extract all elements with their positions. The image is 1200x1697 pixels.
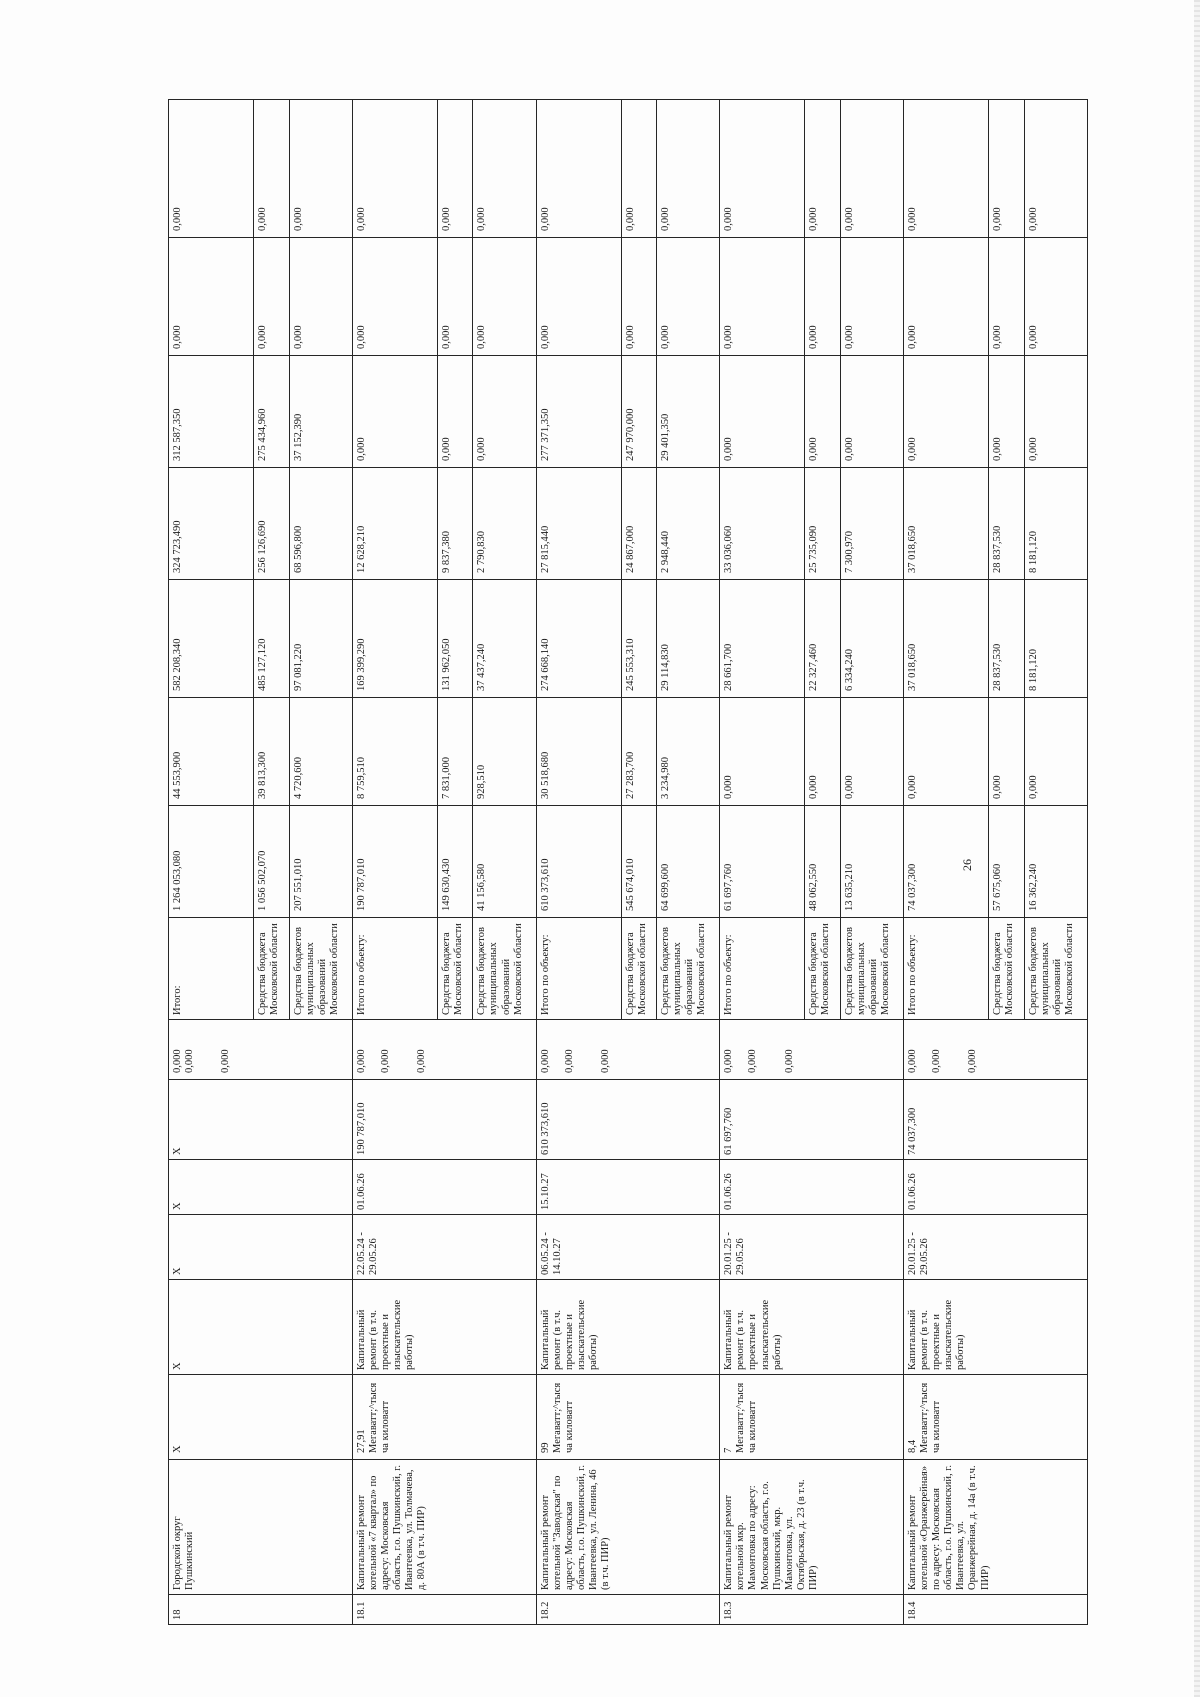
- funding-source: Средства бюджетов муниципальных образований Московской области: [840, 918, 903, 1020]
- funding-year-2: 582 208,340: [169, 580, 254, 698]
- commissioning-date: 01.06.26: [352, 1160, 536, 1215]
- funding-year-5: 0,000: [169, 238, 254, 356]
- commissioning-date: 01.06.26: [720, 1160, 904, 1215]
- row-number: 18.2: [536, 1595, 720, 1625]
- capacity: X: [169, 1375, 353, 1460]
- funding-year-6: 0,000: [989, 100, 1025, 238]
- funding-year-4: 275 434,960: [254, 356, 290, 468]
- funding-year-2: 28 661,700: [720, 580, 805, 698]
- row-number: 18: [169, 1595, 353, 1625]
- funding-year-4: 312 587,350: [169, 356, 254, 468]
- work-dates: 22.05.24 - 29.05.26: [352, 1215, 536, 1280]
- funding-total: 74 037,300: [904, 806, 989, 918]
- funding-year-5: 0,000: [1024, 238, 1087, 356]
- commissioning-date: 01.06.26: [904, 1160, 1088, 1215]
- funding-year-1: 4 720,600: [289, 698, 352, 806]
- funding-year-1: 8 759,510: [352, 698, 437, 806]
- funding-year-2: 29 114,830: [657, 580, 720, 698]
- funding-total: 61 697,760: [720, 806, 805, 918]
- funding-total: 16 362,240: [1024, 806, 1087, 918]
- works-type: Капитальный ремонт (в т.ч. проектные и изыскательские работы): [536, 1280, 720, 1375]
- paid-amount: 0,000 0,000 0,000: [536, 1020, 720, 1080]
- funding-year-1: 928,510: [473, 698, 536, 806]
- funding-year-5: 0,000: [437, 238, 473, 356]
- funding-year-6: 0,000: [169, 100, 254, 238]
- funding-year-3: 68 596,800: [289, 468, 352, 580]
- funding-year-4: 0,000: [1024, 356, 1087, 468]
- funding-year-2: 97 081,220: [289, 580, 352, 698]
- object-cost: 61 697,760: [720, 1080, 904, 1160]
- funding-year-3: 37 018,650: [904, 468, 989, 580]
- funding-total: 1 264 053,080: [169, 806, 254, 918]
- funding-year-3: 324 723,490: [169, 468, 254, 580]
- funding-year-2: 131 962,050: [437, 580, 473, 698]
- funding-year-3: 2 790,830: [473, 468, 536, 580]
- funding-year-2: 37 437,240: [473, 580, 536, 698]
- object-row: [352, 100, 437, 1625]
- funding-year-6: 0,000: [904, 100, 989, 238]
- funding-year-3: 8 181,120: [1024, 468, 1087, 580]
- funding-year-5: 0,000: [720, 238, 805, 356]
- paid-amount: 0,000 0,000 0,000: [169, 1020, 353, 1080]
- paid-amount: 0,000 0,000 0,000: [904, 1020, 1088, 1080]
- funding-total: 610 373,610: [536, 806, 621, 918]
- row-number: 18.1: [352, 1595, 536, 1625]
- funding-year-6: 0,000: [254, 100, 290, 238]
- funding-year-1: 3 234,980: [657, 698, 720, 806]
- funding-year-2: 274 668,140: [536, 580, 621, 698]
- funding-year-2: 8 181,120: [1024, 580, 1087, 698]
- funding-year-4: 0,000: [805, 356, 841, 468]
- works-type: X: [169, 1280, 353, 1375]
- funding-year-3: 12 628,210: [352, 468, 437, 580]
- object-row: [536, 100, 621, 1625]
- funding-year-4: 0,000: [437, 356, 473, 468]
- funding-year-1: 0,000: [904, 698, 989, 806]
- funding-year-6: 0,000: [352, 100, 437, 238]
- funding-year-5: 0,000: [352, 238, 437, 356]
- funding-year-2: 6 334,240: [840, 580, 903, 698]
- commissioning-date: X: [169, 1160, 353, 1215]
- funding-year-6: 0,000: [536, 100, 621, 238]
- funding-year-5: 0,000: [254, 238, 290, 356]
- funding-year-5: 0,000: [989, 238, 1025, 356]
- object-name: Городской округ Пушкинский: [169, 1460, 353, 1595]
- funding-year-6: 0,000: [437, 100, 473, 238]
- funding-total: 149 630,430: [437, 806, 473, 918]
- funding-source: Средства бюджетов муниципальных образований Московской области: [289, 918, 352, 1020]
- works-type: Капитальный ремонт (в т.ч. проектные и изыскательские работы): [904, 1280, 1088, 1375]
- funding-source: Средства бюджета Московской области: [437, 918, 473, 1020]
- funding-year-1: 0,000: [720, 698, 805, 806]
- page-number: 26: [960, 859, 974, 871]
- paid-amount: 0,000 0,000 0,000: [352, 1020, 536, 1080]
- funding-source: Средства бюджетов муниципальных образований Московской области: [473, 918, 536, 1020]
- funding-source: Средства бюджетов муниципальных образований Московской области: [657, 918, 720, 1020]
- funding-source: Средства бюджета Московской области: [621, 918, 657, 1020]
- funding-year-4: 29 401,350: [657, 356, 720, 468]
- work-dates: 06.05.24 - 14.10.27: [536, 1215, 720, 1280]
- row-number: 18.4: [904, 1595, 1088, 1625]
- funding-year-6: 0,000: [840, 100, 903, 238]
- capacity: 99 Мегаватт;^тысяча киловатт: [536, 1375, 720, 1460]
- work-dates: X: [169, 1215, 353, 1280]
- funding-total: 57 675,060: [989, 806, 1025, 918]
- work-dates: 20.01.25 - 29.05.26: [904, 1215, 1088, 1280]
- scan-edge: [1194, 0, 1200, 1697]
- funding-total: 48 062,550: [805, 806, 841, 918]
- paid-amount: 0,000 0,000 0,000: [720, 1020, 904, 1080]
- object-name: Капитальный ремонт котельной "Заводская" по адресу: Московская область, г.о. Пушкинский, г. Ивантеевка, ул. Ленина, 46 (в т.ч. ПИР): [536, 1460, 720, 1595]
- funding-year-1: 27 283,700: [621, 698, 657, 806]
- funding-source: Средства бюджета Московской области: [254, 918, 290, 1020]
- funding-year-5: 0,000: [536, 238, 621, 356]
- funding-source: Итого:: [169, 918, 254, 1020]
- funding-year-6: 0,000: [621, 100, 657, 238]
- table-body: [169, 100, 1088, 1625]
- funding-year-4: 0,000: [904, 356, 989, 468]
- funding-year-4: 0,000: [989, 356, 1025, 468]
- works-type: Капитальный ремонт (в т.ч. проектные и изыскательские работы): [720, 1280, 904, 1375]
- funding-year-5: 0,000: [289, 238, 352, 356]
- row-number: 18.3: [720, 1595, 904, 1625]
- object-cost: 190 787,010: [352, 1080, 536, 1160]
- funding-year-6: 0,000: [1024, 100, 1087, 238]
- funding-year-1: 0,000: [989, 698, 1025, 806]
- funding-total: 190 787,010: [352, 806, 437, 918]
- funding-year-4: 277 371,350: [536, 356, 621, 468]
- funding-year-3: 27 815,440: [536, 468, 621, 580]
- funding-year-4: 37 152,390: [289, 356, 352, 468]
- funding-year-3: 33 036,060: [720, 468, 805, 580]
- funding-year-2: 245 553,310: [621, 580, 657, 698]
- funding-year-5: 0,000: [621, 238, 657, 356]
- works-type: Капитальный ремонт (в т.ч. проектные и изыскательские работы): [352, 1280, 536, 1375]
- group-row: [169, 100, 254, 1625]
- funding-year-6: 0,000: [473, 100, 536, 238]
- funding-year-3: 256 126,690: [254, 468, 290, 580]
- object-name: Капитальный ремонт котельной мкр. Мамонтовка по адресу: Московская область, г.о. Пушкинский, мкр. Мамонтовка, ул. Октябрьская, д. 23 (в т.ч. ПИР): [720, 1460, 904, 1595]
- capacity: 27,91 Мегаватт;^тысяча киловатт: [352, 1375, 536, 1460]
- funding-year-1: 7 831,000: [437, 698, 473, 806]
- funding-total: 1 056 502,070: [254, 806, 290, 918]
- funding-year-5: 0,000: [657, 238, 720, 356]
- funding-source: Средства бюджета Московской области: [989, 918, 1025, 1020]
- funding-year-3: 28 837,530: [989, 468, 1025, 580]
- funding-year-1: 39 813,300: [254, 698, 290, 806]
- funding-total: 545 674,010: [621, 806, 657, 918]
- funding-year-1: 0,000: [840, 698, 903, 806]
- funding-year-3: 24 867,000: [621, 468, 657, 580]
- funding-year-2: 28 837,530: [989, 580, 1025, 698]
- commissioning-date: 15.10.27: [536, 1160, 720, 1215]
- funding-year-5: 0,000: [805, 238, 841, 356]
- object-cost: X: [169, 1080, 353, 1160]
- funding-year-1: 0,000: [1024, 698, 1087, 806]
- funding-year-2: 485 127,120: [254, 580, 290, 698]
- funding-total: 207 551,010: [289, 806, 352, 918]
- funding-year-1: 0,000: [805, 698, 841, 806]
- funding-source: Итого по объекту:: [904, 918, 989, 1020]
- object-name: Капитальный ремонт котельной «7 квартал» по адресу: Московская область, г.о. Пушкинский, г. Ивантеевка, ул. Толмачева, д. 80А (в т.ч. ПИР): [352, 1460, 536, 1595]
- funding-year-3: 9 837,380: [437, 468, 473, 580]
- funding-year-4: 247 970,000: [621, 356, 657, 468]
- funding-source: Итого по объекту:: [536, 918, 621, 1020]
- funding-total: 41 156,580: [473, 806, 536, 918]
- funding-year-5: 0,000: [840, 238, 903, 356]
- funding-year-2: 37 018,650: [904, 580, 989, 698]
- object-cost: 74 037,300: [904, 1080, 1088, 1160]
- funding-source: Средства бюджетов муниципальных образований Московской области: [1024, 918, 1087, 1020]
- funding-year-5: 0,000: [473, 238, 536, 356]
- funding-year-4: 0,000: [352, 356, 437, 468]
- funding-year-5: 0,000: [904, 238, 989, 356]
- funding-year-2: 169 399,290: [352, 580, 437, 698]
- funding-year-6: 0,000: [289, 100, 352, 238]
- object-name: Капитальный ремонт котельной «Оранжерейная» по адресу: Московская область, г.о. Пушкинский, г. Ивантеевка, ул. Оранжерейная, д. 14а (в т.ч. ПИР): [904, 1460, 1088, 1595]
- table-rotated-wrapper: [168, 100, 1088, 1625]
- object-cost: 610 373,610: [536, 1080, 720, 1160]
- funding-year-4: 0,000: [720, 356, 805, 468]
- funding-year-3: 7 300,970: [840, 468, 903, 580]
- funding-year-1: 30 518,680: [536, 698, 621, 806]
- funding-source: Итого по объекту:: [720, 918, 805, 1020]
- funding-year-3: 25 735,090: [805, 468, 841, 580]
- work-dates: 20.01.25 - 29.05.26: [720, 1215, 904, 1280]
- capacity: 7 Мегаватт;^тысяча киловатт: [720, 1375, 904, 1460]
- funding-year-4: 0,000: [840, 356, 903, 468]
- investment-table: [168, 99, 1088, 1625]
- funding-year-6: 0,000: [805, 100, 841, 238]
- funding-year-3: 2 948,440: [657, 468, 720, 580]
- funding-year-6: 0,000: [657, 100, 720, 238]
- funding-total: 64 699,600: [657, 806, 720, 918]
- funding-year-4: 0,000: [473, 356, 536, 468]
- funding-source: Средства бюджета Московской области: [805, 918, 841, 1020]
- object-row: [720, 100, 805, 1625]
- funding-year-6: 0,000: [720, 100, 805, 238]
- funding-year-1: 44 553,900: [169, 698, 254, 806]
- capacity: 8,4 Мегаватт;^тысяча киловатт: [904, 1375, 1088, 1460]
- funding-total: 13 635,210: [840, 806, 903, 918]
- funding-source: Итого по объекту:: [352, 918, 437, 1020]
- funding-year-2: 22 327,460: [805, 580, 841, 698]
